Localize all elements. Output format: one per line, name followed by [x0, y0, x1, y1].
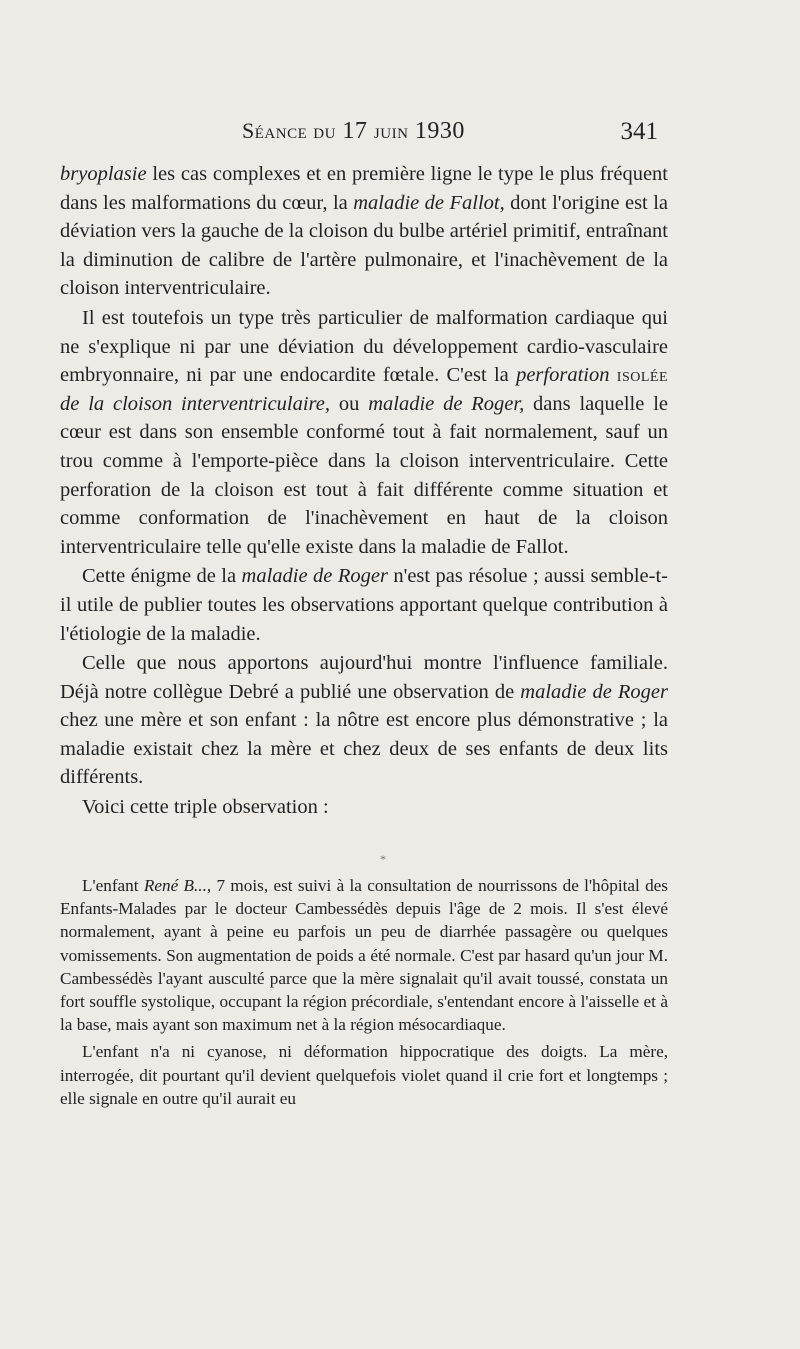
p2-text-g: dans laquelle le cœur est dans son ensemble conformé tout à fait normalement, sauf un trou comme à l'emporte-pièce dans la cloison interventriculaire. Cette perforation de la cloison est tout à fait différente comme situation et comme conformation de l'inachèvement en haut de la cloison interventriculaire telle qu'elle existe dans la maladie de Fallot. [60, 392, 668, 558]
header-title-date: 17 [342, 118, 368, 144]
p1-italic-c: maladie de Fallot, [353, 191, 505, 214]
p3-italic-b: maladie de Roger [241, 565, 388, 588]
paragraph-4 [60, 649, 668, 792]
p1-text-d: dont l'origine est la déviation vers la gauche de la cloison du bulbe artériel primitif, entraînant la diminution de calibre de l'artère pulmonaire, et l'inachèvement de la cloison interventriculaire. [60, 191, 668, 300]
paragraph-1 [60, 160, 668, 303]
header-title-year: 1930 [414, 118, 465, 144]
p4-text-a: Celle que nous apportons aujourd'hui montre l'influence familiale. Déjà notre collègue Debré a publié une observation de [60, 652, 668, 703]
p1-text-b: les cas complexes et en première ligne le type le plus fréquent dans les malformations du cœur, la [60, 163, 668, 214]
page-number: 341 [620, 118, 658, 145]
p2-text-a: Il est toutefois un type très particulier de malformation cardiaque qui ne s'explique ni par une déviation du développement cardio-vasculaire embryonnaire, ni par une endocardite fœtale. C'est la [60, 306, 668, 387]
observation-text [60, 874, 668, 1110]
paragraph-3 [60, 562, 668, 648]
obs1-text-a: L'enfant [82, 876, 144, 895]
p2-italic-d: de la cloison interventriculaire, [60, 392, 330, 415]
p4-italic-b: maladie de Roger [520, 680, 668, 703]
p4-text-c: chez une mère et son enfant : la nôtre est encore plus démonstrative ; la maladie existait chez la mère et chez deux de ses enfants de deux lits différents. [60, 709, 668, 789]
paragraph-5: Voici cette triple observation : [82, 796, 329, 819]
obs1-italic-b: René B..., [143, 876, 212, 895]
section-separator: * [380, 852, 386, 866]
header-title-month: juin [373, 118, 409, 143]
main-text [60, 160, 668, 822]
obs1-text-c: 7 mois, est suivi à la consultation de nourrissons de l'hôpital des Enfants-Malades par le docteur Cambessédès depuis l'âge de 2 mois. Il s'est élevé normalement, ayant à peine eu parfois un peu de diarrhée passagère ou quelques vomissements. Son augmentation de poids a été normale. C'est par hasard qu'un jour M. Cambessédès l'ayant ausculté parce que la mère signalait qu'il avait toussé, constata un fort souffle systolique, occupant la région précordiale, s'entendant encore à l'aisselle et à la base, mais ayant son maximum net à la région mésocardiaque. [60, 876, 668, 1035]
p2-italic-f: maladie de Roger, [368, 392, 525, 415]
header-title [242, 118, 465, 145]
p2-italic-b: perforation [516, 364, 610, 387]
p2-text-e: ou [330, 392, 369, 415]
p1-italic-a: bryoplasie [60, 163, 147, 185]
p3-text-a: Cette énigme de la [82, 565, 242, 588]
observation-paragraph-1 [60, 874, 668, 1036]
p3-text-c: n'est pas résolue ; aussi semble-t-il utile de publier toutes les observations apportant quelque contribution à l'étiologie de la maladie. [60, 565, 668, 645]
p2-smallcaps-c: isolée [616, 364, 669, 387]
observation-paragraph-2: L'enfant n'a ni cyanose, ni déformation hippocratique des doigts. La mère, interrogée, dit pourtant qu'il devient quelquefois violet quand il crie fort et longtemps ; elle signale en outre qu'il aurait eu [60, 1042, 668, 1108]
paragraph-2 [60, 304, 668, 561]
header-title-prefix: Séance du [242, 118, 336, 143]
running-header [60, 118, 658, 152]
